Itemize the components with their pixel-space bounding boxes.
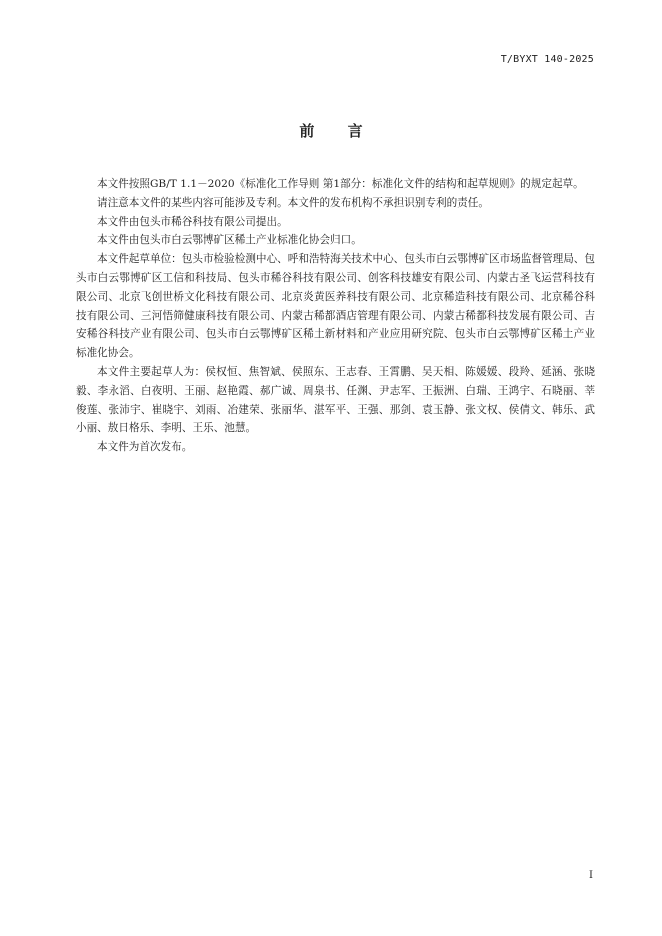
foreword-body — [76, 175, 595, 457]
paragraph-drafting-units: 本文件起草单位：包头市检验检测中心、呼和浩特海关技术中心、包头市白云鄂博矿区市场监督管理局、包头市白云鄂博矿区工信和科技局、包头市稀谷科技有限公司、创客科技雄安有限公司、内蒙古圣飞运营科技有限公司、北京飞创世桥文化科技有限公司、北京炎黄医养科技有限公司、北京稀造科技有限公司、北京稀谷科技有限公司、三河悟筛健康科技有限公司、内蒙古稀都酒店管理有限公司、内蒙古稀都科技发展有限公司、吉安稀谷科技产业有限公司、包头市白云鄂博矿区稀土新材料和产业应用研究院、包头市白云鄂博矿区稀土产业标准化协会。 — [76, 253, 595, 360]
paragraph-drafting-rules: 本文件按照GB/T 1.1－2020《标准化工作导则 第1部分：标准化文件的结构和起草规则》的规定起草。 — [97, 178, 584, 190]
paragraph-administrator: 本文件由包头市白云鄂博矿区稀土产业标准化协会归口。 — [97, 234, 362, 247]
standard-code: T/BYXT 140-2025 — [500, 54, 594, 65]
paragraph-drafters: 本文件主要起草人为：侯权恒、焦智斌、侯照东、王志春、王霄鹏、吴天相、陈媛媛、段羚、延涵、张晓毅、李永滔、白夜明、王丽、赵艳霞、郝广诚、周泉书、任渊、尹志军、王振洲、白瑞、王鸿宇、石晓丽、莘俊莲、张沛宇、崔晓宇、刘雨、冶建荣、张丽华、湛军平、王强、那剑、袁玉静、张文权、侯倩文、韩乐、武小丽、敖日格乐、李明、王乐、池慧。 — [76, 365, 595, 435]
page-title: 前 言 — [299, 122, 377, 140]
paragraph-first-release: 本文件为首次发布。 — [97, 441, 193, 454]
paragraph-patent-notice: 请注意本文件的某些内容可能涉及专利。本文件的发布机构不承担识别专利的责任。 — [97, 196, 489, 209]
page-number: I — [589, 870, 593, 881]
paragraph-proposer: 本文件由包头市稀谷科技有限公司提出。 — [97, 215, 288, 228]
